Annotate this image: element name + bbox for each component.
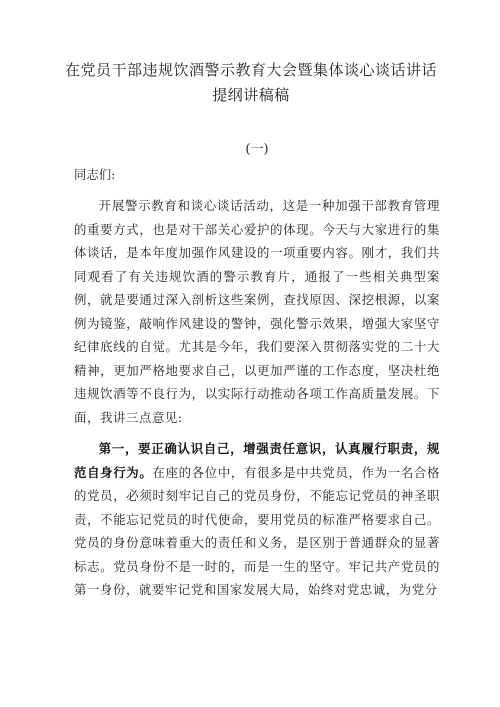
section-marker: (一) [245, 142, 269, 157]
document-title: 在党员干部违规饮酒警示教育大会暨集体谈心谈话讲话提纲讲稿稿 [64, 61, 437, 104]
paragraph-point-one [74, 437, 440, 602]
paragraph-lead: 第一，要正确认识自己，增强责任意识，认真履行职责，规范自身行为。 [74, 441, 440, 480]
paragraph-intro [74, 194, 440, 429]
paragraph-text: 开展警示教育和谈心谈话活动，这是一种加强干部教育管理的重要方式，也是对干部关心爱护的体现。今天与大家进行的集体谈话，是本年度加强作风建设的一项重要内容。刚才，我们共同观看了有关违规饮酒的警示教育片，通报了一些相关典型案例，就是要通过深入剖析这些案例，查找原因、深挖根源，以案例为镜鉴，敲响作风建设的警钟，强化警示效果，增强大家坚守纪律底线的自觉。尤其是今年，我们要深入贯彻落实党的二十大精神，更加严格地要求自己，以更加严谨的工作态度，坚决杜绝违规饮酒等不良行为，以实际行动推动各项工作高质量发展。下面，我讲三点意见: [74, 198, 440, 425]
paragraph-text: 在座的各位中，有很多是中共党员，作为一名合格的党员，必须时刻牢记自己的党员身份，不能忘记党员的神圣职责，不能忘记党员的时代使命，要用党员的标准严格要求自己。党员的身份意味着重大的责任和义务，是区别于普通群众的显著标志。党员身份不是一时的，而是一生的坚守。牢记共产党员的第一身份，就要牢记党和国家发展大局，始终对党忠诚，为党分 [74, 464, 440, 597]
salutation: 同志们: [74, 167, 116, 182]
